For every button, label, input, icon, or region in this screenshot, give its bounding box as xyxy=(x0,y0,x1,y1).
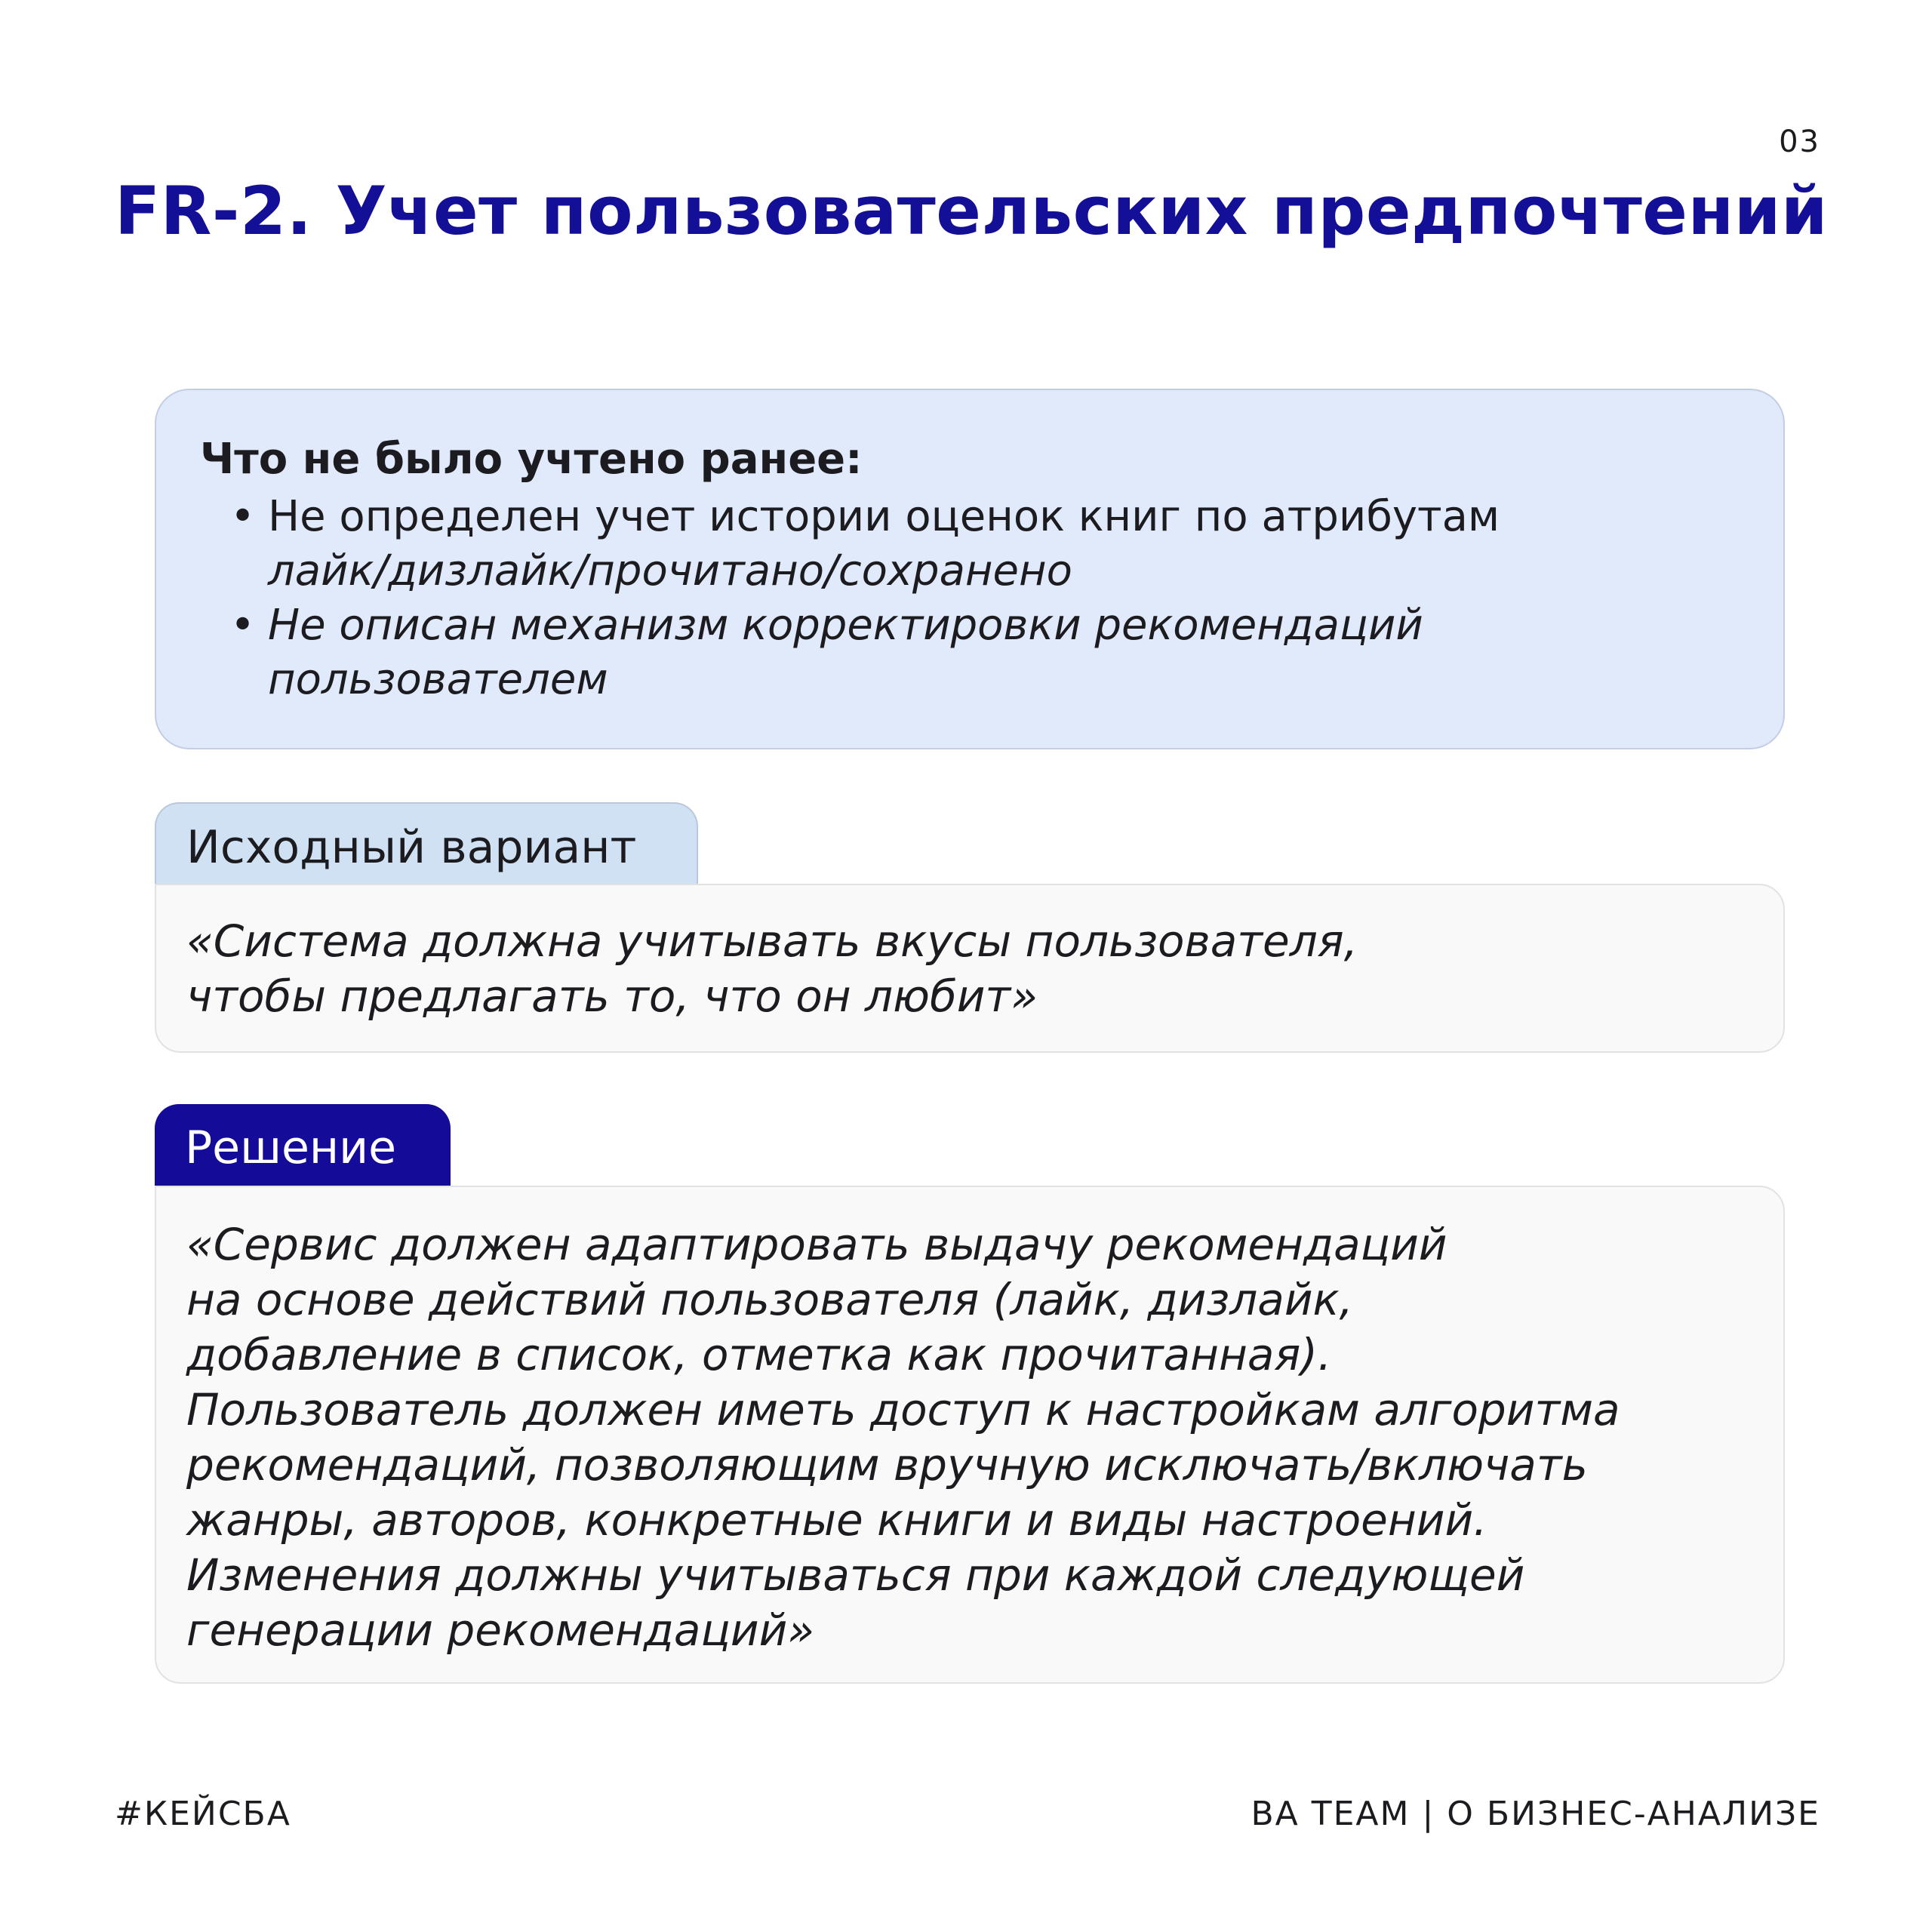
notes-heading: Что не было учтено ранее: xyxy=(200,435,863,484)
page-number: 03 xyxy=(1779,125,1820,159)
solution-text: «Сервис должен адаптировать выдачу рекомендаций на основе действий пользователя (лайк, дизлайк, добавление в список, отметка как прочитанная). Пользователь должен иметь доступ к настройкам алгоритма рекомендаций, позволяющим вручную исключать/включать жанры, авторов, конкретные книги и виды настроений. Изменения должны учитываться при каждой следующей генерации рекомендаций» xyxy=(186,1219,1620,1656)
note-italic-text: лайк/дизлайк/прочитано/сохранено xyxy=(268,546,1072,595)
note-italic-text: Не описан механизм корректировки рекомендаций пользователем xyxy=(268,601,1423,704)
notes-card xyxy=(155,389,1785,749)
list-item xyxy=(200,490,1740,598)
notes-list xyxy=(200,490,1740,707)
list-item xyxy=(200,598,1740,707)
bullet: • xyxy=(230,492,256,541)
footer-brand: BA TEAM | О БИЗНЕС-АНАЛИЗЕ xyxy=(1251,1795,1820,1833)
solution-card xyxy=(155,1186,1785,1684)
original-card xyxy=(155,884,1785,1053)
solution-tab: Решение xyxy=(155,1104,451,1187)
page-title: FR-2. Учет пользовательских предпочтений xyxy=(115,172,1829,250)
bullet: • xyxy=(230,601,256,650)
footer-hashtag: #КЕЙСБА xyxy=(115,1795,291,1833)
original-text: «Система должна учитывать вкусы пользователя, чтобы предлагать то, что он любит» xyxy=(186,915,1358,1022)
original-tab: Исходный вариант xyxy=(155,802,698,885)
note-text: Не определен учет истории оценок книг по атрибутам xyxy=(268,492,1500,541)
